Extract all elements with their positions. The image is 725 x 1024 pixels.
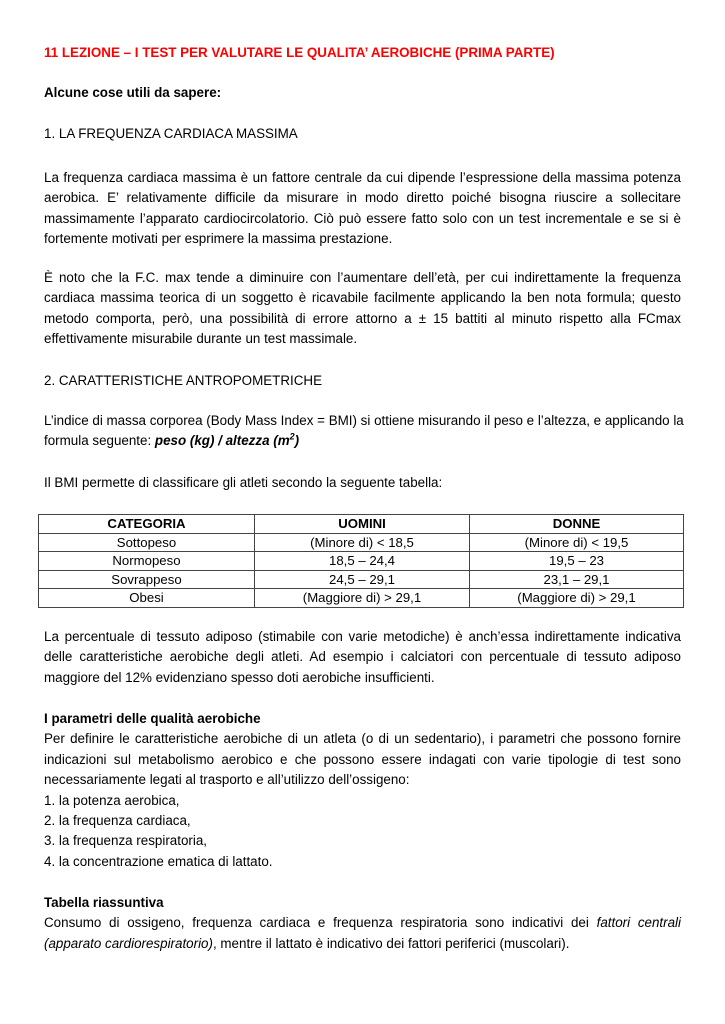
list-item: 3. la frequenza respiratoria, xyxy=(44,833,208,849)
list-item: 4. la concentrazione ematica di lattato. xyxy=(44,853,273,869)
text-line xyxy=(44,913,681,933)
text-line: L’indice di massa corporea (Body Mass Index = BMI) si ottiene misurando il peso e l’altezza, e applicando la xyxy=(44,413,684,428)
table-row xyxy=(39,570,684,589)
section2-heading: 2. CARATTERISTICHE ANTROPOMETRICHE xyxy=(44,373,323,388)
section3 xyxy=(44,709,681,872)
table-cell: 24,5 – 29,1 xyxy=(255,570,470,589)
text-line: massimamente l’apparato cardiocircolatorio. Ciò può essere fatto solo con un test incrementale e se si è xyxy=(44,210,681,226)
header-uomini: UOMINI xyxy=(255,515,470,534)
table-cell: (Maggiore di) > 29,1 xyxy=(255,589,470,608)
italic-text: fattori centrali xyxy=(596,915,681,931)
table-cell: (Minore di) < 18,5 xyxy=(255,533,470,552)
table-row xyxy=(39,552,684,571)
table-cell: (Maggiore di) > 29,1 xyxy=(470,589,684,608)
bmi-formula: peso (kg) / altezza (m xyxy=(154,433,290,449)
table-cell: Normopeso xyxy=(39,552,255,571)
list-item: 1. la potenza aerobica, xyxy=(44,792,180,808)
text-line: indicazioni sul metabolismo aerobico e che possono essere indagati con varie tipologie di test sono xyxy=(44,751,681,767)
header-donne: DONNE xyxy=(470,515,684,534)
text-line: necessariamente legati al trasporto e all’utilizzo dell’ossigeno: xyxy=(44,772,410,788)
adipose-paragraph xyxy=(44,627,681,688)
table-cell: 19,5 – 23 xyxy=(470,552,684,571)
bmi-table xyxy=(38,514,684,608)
table-cell: 23,1 – 29,1 xyxy=(470,570,684,589)
text-line: È noto che la F.C. max tende a diminuire con l’aumentare dell’età, per cui indirettamente la frequenza xyxy=(44,270,681,285)
table-intro: Il BMI permette di classificare gli atleti secondo la seguente tabella: xyxy=(44,475,443,490)
text-line: maggiore del 12% evidenziano spesso doti aerobiche insufficienti. xyxy=(44,669,435,685)
text-line: cardiaca massima teorica di un soggetto è ricavabile facilmente applicando la ben nota formula; questo xyxy=(44,290,681,306)
text-line: metodo comporta, però, una possibilità di errore attorno a ± 15 battiti al minuto rispetto alla FCmax xyxy=(44,310,681,326)
text-line: effettivamente misurabile durante un test massimale. xyxy=(44,331,358,347)
section1-heading: 1. LA FREQUENZA CARDIACA MASSIMA xyxy=(44,126,298,141)
text-span: , mentre il lattato è indicativo dei fattori periferici (muscolari). xyxy=(212,935,570,951)
text-line: La frequenza cardiaca massima è un fattore centrale da cui dipende l’espressione della massima potenza xyxy=(44,170,681,185)
section1-paragraph1 xyxy=(44,168,681,250)
text-line xyxy=(44,431,681,451)
table-header-row xyxy=(39,515,684,534)
table-cell: Sottopeso xyxy=(39,533,255,552)
text-line: aerobica. E’ relativamente difficile da misurare in modo diretto poiché bisogna riuscire a sollecitare xyxy=(44,190,681,206)
text-line xyxy=(44,934,681,954)
italic-text: (apparato cardiorespiratorio) xyxy=(44,935,213,951)
text-line: La percentuale di tessuto adiposo (stimabile con varie metodiche) è anch’essa indirettamente indicativa xyxy=(44,629,681,644)
bmi-paragraph xyxy=(44,411,684,452)
formula-suffix: ) xyxy=(294,433,300,449)
text-line: Per definire le caratteristiche aerobiche di un atleta (o di un sedentario), i parametri che possono fornire xyxy=(44,731,681,747)
table-row xyxy=(39,589,684,608)
section4 xyxy=(44,893,681,954)
text-span: Consumo di ossigeno, frequenza cardiaca e frequenza respiratoria sono indicativi dei xyxy=(44,915,597,931)
text-line: delle caratteristiche aerobiche degli atleti. Ad esempio i calciatori con percentuale di tessuto adiposo xyxy=(44,649,681,665)
table-cell: Obesi xyxy=(39,589,255,608)
list-item: 2. la frequenza cardiaca, xyxy=(44,812,191,828)
text-line: fortemente motivati per esprimere la massima prestazione. xyxy=(44,231,393,247)
header-categoria: CATEGORIA xyxy=(39,515,255,534)
section1-paragraph2 xyxy=(44,268,681,350)
table-cell: 18,5 – 24,4 xyxy=(255,552,470,571)
formula-prefix: formula seguente: xyxy=(44,433,155,449)
table-cell: Sovrappeso xyxy=(39,570,255,589)
formula-exponent: 2 xyxy=(289,431,295,442)
table-row xyxy=(39,533,684,552)
intro-heading: Alcune cose utili da sapere: xyxy=(44,85,222,100)
section3-heading: I parametri delle qualità aerobiche xyxy=(44,711,261,726)
table-cell: (Minore di) < 19,5 xyxy=(470,533,684,552)
document-title: 11 LEZIONE – I TEST PER VALUTARE LE QUALITA’ AEROBICHE (PRIMA PARTE) xyxy=(44,45,555,60)
section4-heading: Tabella riassuntiva xyxy=(44,895,164,910)
